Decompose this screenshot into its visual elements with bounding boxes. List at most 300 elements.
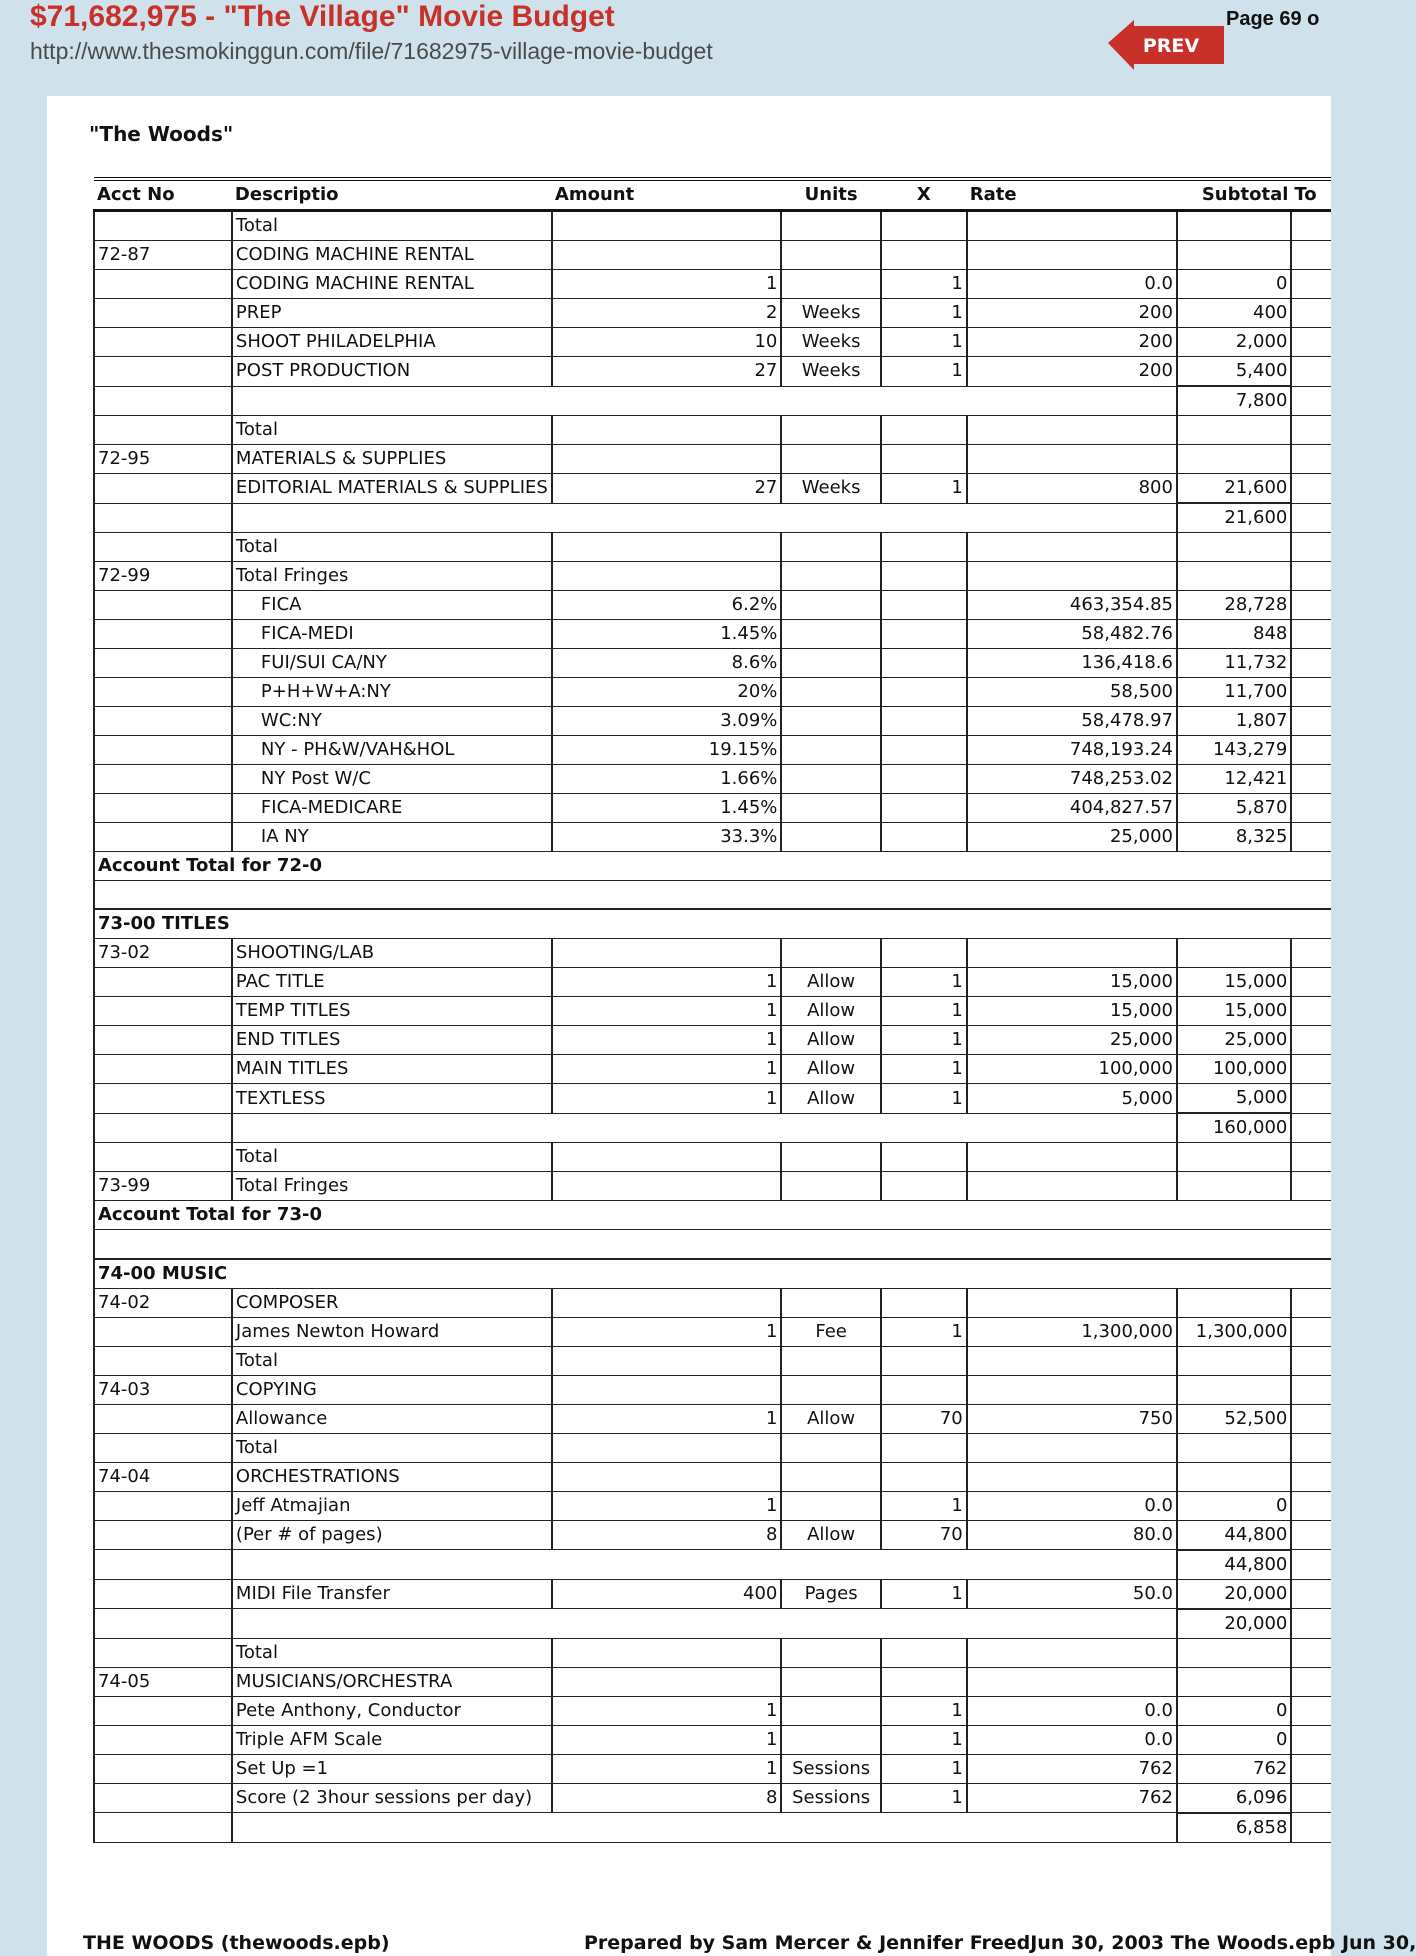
fringe-row: [94, 823, 1331, 852]
amount-cell: [552, 1667, 781, 1696]
rate-cell: [967, 1375, 1177, 1404]
subtotal-row: [94, 503, 1331, 533]
total-cell: [1291, 1026, 1331, 1055]
x-cell: 1: [881, 474, 967, 504]
rate-cell: 15,000: [967, 968, 1177, 997]
footer-filename: THE WOODS (thewoods.epb): [83, 1932, 390, 1954]
amount-cell: 19.15%: [552, 736, 781, 765]
table-row: [94, 1725, 1331, 1754]
amount-cell: [552, 1172, 781, 1201]
x-cell: [881, 416, 967, 445]
rate-cell: 200: [967, 357, 1177, 387]
acct-cell: [94, 1491, 232, 1520]
table-row: [94, 1288, 1331, 1317]
x-cell: [881, 1375, 967, 1404]
units-cell: [781, 765, 880, 794]
subtotal-cell: 0: [1177, 1696, 1291, 1725]
units-cell: Allow: [781, 1404, 880, 1433]
table-row: [94, 1084, 1331, 1114]
amount-cell: [552, 1638, 781, 1667]
total-cell: [1291, 1579, 1331, 1609]
rate-cell: 100,000: [967, 1055, 1177, 1084]
rate-cell: 1,300,000: [967, 1317, 1177, 1346]
x-cell: 1: [881, 328, 967, 357]
rate-cell: [967, 445, 1177, 474]
acct-cell: [94, 386, 232, 416]
total-cell: [1291, 1609, 1331, 1639]
subtotal-cell: [1177, 416, 1291, 445]
acct-cell: [94, 1638, 232, 1667]
document-name: "The Woods": [89, 122, 234, 146]
desc-cell: FICA: [232, 591, 552, 620]
units-cell: Weeks: [781, 299, 880, 328]
total-cell: [1291, 968, 1331, 997]
subtotal-cell: 15,000: [1177, 968, 1291, 997]
acct-cell: [94, 707, 232, 736]
acct-cell: [94, 997, 232, 1026]
desc-cell: Score (2 3hour sessions per day): [232, 1783, 552, 1813]
subtotal-cell: 11,700: [1177, 678, 1291, 707]
desc-cell: [232, 1550, 1177, 1580]
units-cell: [781, 678, 880, 707]
desc-cell: Total: [232, 1638, 552, 1667]
units-cell: [781, 794, 880, 823]
desc-cell: Total: [232, 533, 552, 562]
desc-cell: PAC TITLE: [232, 968, 552, 997]
total-cell: [1291, 270, 1331, 299]
acct-cell: [94, 1084, 232, 1114]
rate-cell: 762: [967, 1783, 1177, 1813]
table-row: [94, 1754, 1331, 1783]
acct-cell: 72-95: [94, 445, 232, 474]
x-cell: 1: [881, 299, 967, 328]
x-cell: 1: [881, 1783, 967, 1813]
col-acct-no: Acct No: [94, 179, 232, 211]
table-row: [94, 445, 1331, 474]
section-header-row: [94, 1259, 1331, 1289]
units-cell: [781, 1491, 880, 1520]
subtotal-cell: 15,000: [1177, 997, 1291, 1026]
acct-cell: 74-04: [94, 1462, 232, 1491]
units-cell: [781, 416, 880, 445]
acct-cell: [94, 1609, 232, 1639]
amount-cell: 6.2%: [552, 591, 781, 620]
col-rate: Rate: [967, 179, 1177, 211]
total-cell: [1291, 1433, 1331, 1462]
x-cell: 1: [881, 270, 967, 299]
acct-cell: [94, 474, 232, 504]
rate-cell: [967, 1667, 1177, 1696]
document-page: [47, 96, 1416, 1956]
subtotal-cell: [1177, 1375, 1291, 1404]
total-cell: [1291, 533, 1331, 562]
total-cell: [1291, 1084, 1331, 1114]
units-cell: [781, 533, 880, 562]
units-cell: [781, 1462, 880, 1491]
units-cell: [781, 1638, 880, 1667]
subtotal-cell: 12,421: [1177, 765, 1291, 794]
table-row: [94, 270, 1331, 299]
x-cell: [881, 823, 967, 852]
x-cell: 70: [881, 1404, 967, 1433]
x-cell: 1: [881, 1725, 967, 1754]
desc-cell: CODING MACHINE RENTAL: [232, 241, 552, 270]
subtotal-cell: [1177, 241, 1291, 270]
units-cell: [781, 1375, 880, 1404]
fringe-row: [94, 678, 1331, 707]
x-cell: [881, 1667, 967, 1696]
amount-cell: 27: [552, 474, 781, 504]
spacer-row: [94, 1230, 1331, 1259]
acct-cell: [94, 1725, 232, 1754]
rate-cell: 136,418.6: [967, 649, 1177, 678]
table-row: [94, 1783, 1331, 1813]
subtotal-cell: 21,600: [1177, 474, 1291, 504]
x-cell: 1: [881, 997, 967, 1026]
total-cell: [1291, 1375, 1331, 1404]
source-url[interactable]: http://www.thesmokinggun.com/file/71682975-village-movie-budget: [30, 38, 713, 64]
table-row: [94, 1143, 1331, 1172]
table-row: [94, 1026, 1331, 1055]
subtotal-cell: [1177, 211, 1291, 241]
page-indicator: Page 69 o: [1226, 8, 1320, 30]
desc-cell: MAIN TITLES: [232, 1055, 552, 1084]
units-cell: Allow: [781, 1084, 880, 1114]
rate-cell: 58,482.76: [967, 620, 1177, 649]
x-cell: 1: [881, 1579, 967, 1609]
rate-cell: [967, 1638, 1177, 1667]
acct-cell: [94, 299, 232, 328]
total-cell: [1291, 299, 1331, 328]
x-cell: 1: [881, 1491, 967, 1520]
acct-cell: [94, 1696, 232, 1725]
total-cell: [1291, 416, 1331, 445]
total-cell: [1291, 649, 1331, 678]
acct-cell: 74-02: [94, 1288, 232, 1317]
subtotal-cell: 5,870: [1177, 794, 1291, 823]
units-cell: [781, 1346, 880, 1375]
rate-cell: [967, 533, 1177, 562]
x-cell: 1: [881, 1084, 967, 1114]
acct-cell: [94, 1813, 232, 1843]
total-cell: [1291, 1813, 1331, 1843]
table-row: [94, 357, 1331, 387]
total-cell: [1291, 736, 1331, 765]
total-cell: [1291, 562, 1331, 591]
rate-cell: 0.0: [967, 1725, 1177, 1754]
units-cell: [781, 1696, 880, 1725]
table-row: [94, 299, 1331, 328]
desc-cell: NY Post W/C: [232, 765, 552, 794]
page-title: $71,682,975 - "The Village" Movie Budget: [30, 0, 615, 33]
acct-cell: [94, 503, 232, 533]
total-cell: [1291, 1754, 1331, 1783]
total-cell: [1291, 1550, 1331, 1580]
budget-table: [93, 177, 1331, 1843]
subtotal-cell: 28,728: [1177, 591, 1291, 620]
desc-cell: MIDI File Transfer: [232, 1579, 552, 1609]
acct-cell: [94, 1317, 232, 1346]
section-header-row: [94, 909, 1331, 939]
total-cell: [1291, 445, 1331, 474]
total-cell: [1291, 1783, 1331, 1813]
amount-cell: [552, 1375, 781, 1404]
desc-cell: Jeff Atmajian: [232, 1491, 552, 1520]
acct-cell: [94, 591, 232, 620]
amount-cell: [552, 1143, 781, 1172]
units-cell: Fee: [781, 1317, 880, 1346]
footer-prepared-by: Prepared by Sam Mercer & Jennifer FreedJun 30, 2003 The Woods.epb Jun 30,: [584, 1932, 1416, 1954]
x-cell: [881, 533, 967, 562]
table-header: [94, 179, 1331, 211]
x-cell: [881, 211, 967, 241]
x-cell: [881, 591, 967, 620]
x-cell: [881, 241, 967, 270]
total-cell: [1291, 1404, 1331, 1433]
desc-cell: POST PRODUCTION: [232, 357, 552, 387]
rate-cell: 750: [967, 1404, 1177, 1433]
acct-cell: 72-99: [94, 562, 232, 591]
total-cell: [1291, 241, 1331, 270]
total-cell: [1291, 1288, 1331, 1317]
units-cell: Allow: [781, 1055, 880, 1084]
x-cell: 1: [881, 968, 967, 997]
amount-cell: 33.3%: [552, 823, 781, 852]
account-total-row: [94, 1201, 1331, 1230]
desc-cell: COMPOSER: [232, 1288, 552, 1317]
table-row: [94, 1462, 1331, 1491]
amount-cell: 1: [552, 1725, 781, 1754]
table-row: [94, 1520, 1331, 1550]
desc-cell: END TITLES: [232, 1026, 552, 1055]
subtotal-row: [94, 1609, 1331, 1639]
amount-cell: 1: [552, 1491, 781, 1520]
amount-cell: 1: [552, 1696, 781, 1725]
total-cell: [1291, 794, 1331, 823]
total-cell: [1291, 1346, 1331, 1375]
units-cell: [781, 1143, 880, 1172]
acct-cell: [94, 1404, 232, 1433]
amount-cell: [552, 1433, 781, 1462]
units-cell: [781, 1288, 880, 1317]
rate-cell: [967, 211, 1177, 241]
subtotal-cell: 0: [1177, 1491, 1291, 1520]
total-cell: [1291, 1055, 1331, 1084]
desc-cell: FICA-MEDI: [232, 620, 552, 649]
total-cell: [1291, 765, 1331, 794]
x-cell: [881, 1346, 967, 1375]
amount-cell: [552, 241, 781, 270]
subtotal-cell: 100,000: [1177, 1055, 1291, 1084]
table-row: [94, 533, 1331, 562]
total-cell: [1291, 678, 1331, 707]
table-row: [94, 1375, 1331, 1404]
rate-cell: [967, 1288, 1177, 1317]
table-row: [94, 211, 1331, 241]
desc-cell: Total: [232, 1433, 552, 1462]
amount-cell: 1: [552, 997, 781, 1026]
desc-cell: P+H+W+A:NY: [232, 678, 552, 707]
units-cell: [781, 649, 880, 678]
table-row: [94, 997, 1331, 1026]
acct-cell: [94, 1754, 232, 1783]
units-cell: Pages: [781, 1579, 880, 1609]
total-cell: [1291, 1143, 1331, 1172]
total-cell: [1291, 211, 1331, 241]
desc-cell: Total Fringes: [232, 562, 552, 591]
table-row: [94, 1579, 1331, 1609]
subtotal-cell: 44,800: [1177, 1550, 1291, 1580]
desc-cell: Total Fringes: [232, 1172, 552, 1201]
units-cell: [781, 1433, 880, 1462]
units-cell: Sessions: [781, 1754, 880, 1783]
total-cell: [1291, 1113, 1331, 1143]
amount-cell: 8: [552, 1520, 781, 1550]
acct-cell: [94, 1433, 232, 1462]
table-row: [94, 1055, 1331, 1084]
acct-cell: [94, 1579, 232, 1609]
desc-cell: FICA-MEDICARE: [232, 794, 552, 823]
rate-cell: [967, 562, 1177, 591]
desc-cell: Pete Anthony, Conductor: [232, 1696, 552, 1725]
prev-arrow-icon: [1108, 20, 1224, 70]
desc-cell: TEXTLESS: [232, 1084, 552, 1114]
table-row: [94, 1491, 1331, 1520]
subtotal-row: [94, 386, 1331, 416]
acct-cell: [94, 270, 232, 299]
section-label: 73-00 TITLES: [94, 909, 1331, 939]
desc-cell: MATERIALS & SUPPLIES: [232, 445, 552, 474]
col-amount: Amount: [552, 179, 781, 211]
rate-cell: 50.0: [967, 1579, 1177, 1609]
x-cell: 1: [881, 1055, 967, 1084]
amount-cell: 1.45%: [552, 794, 781, 823]
acct-cell: [94, 968, 232, 997]
units-cell: [781, 445, 880, 474]
subtotal-cell: 11,732: [1177, 649, 1291, 678]
table-row: [94, 1346, 1331, 1375]
subtotal-cell: 20,000: [1177, 1579, 1291, 1609]
desc-cell: [232, 1609, 1177, 1639]
table-row: [94, 1696, 1331, 1725]
total-cell: [1291, 620, 1331, 649]
x-cell: 1: [881, 1754, 967, 1783]
subtotal-cell: 848: [1177, 620, 1291, 649]
total-cell: [1291, 1172, 1331, 1201]
desc-cell: IA NY: [232, 823, 552, 852]
x-cell: [881, 707, 967, 736]
rate-cell: 80.0: [967, 1520, 1177, 1550]
amount-cell: 8: [552, 1783, 781, 1813]
units-cell: Weeks: [781, 328, 880, 357]
amount-cell: [552, 939, 781, 968]
subtotal-row: [94, 1550, 1331, 1580]
units-cell: [781, 241, 880, 270]
x-cell: [881, 1288, 967, 1317]
desc-cell: EDITORIAL MATERIALS & SUPPLIES: [232, 474, 552, 504]
acct-cell: [94, 1520, 232, 1550]
subtotal-cell: [1177, 1288, 1291, 1317]
subtotal-cell: 5,000: [1177, 1084, 1291, 1114]
acct-cell: [94, 620, 232, 649]
units-cell: [781, 211, 880, 241]
amount-cell: 1: [552, 1026, 781, 1055]
prev-button[interactable]: [1108, 20, 1224, 70]
acct-cell: 73-99: [94, 1172, 232, 1201]
acct-cell: [94, 357, 232, 387]
subtotal-cell: 2,000: [1177, 328, 1291, 357]
total-cell: [1291, 328, 1331, 357]
amount-cell: 10: [552, 328, 781, 357]
units-cell: [781, 823, 880, 852]
account-total-label: Account Total for 73-0: [94, 1201, 1331, 1230]
total-cell: [1291, 707, 1331, 736]
rate-cell: [967, 1346, 1177, 1375]
subtotal-cell: [1177, 1172, 1291, 1201]
units-cell: [781, 736, 880, 765]
rate-cell: [967, 1143, 1177, 1172]
desc-cell: Total: [232, 416, 552, 445]
col-total: To: [1291, 179, 1331, 211]
units-cell: [781, 620, 880, 649]
acct-cell: [94, 211, 232, 241]
subtotal-cell: 1,807: [1177, 707, 1291, 736]
total-cell: [1291, 1638, 1331, 1667]
units-cell: [781, 270, 880, 299]
acct-cell: [94, 1783, 232, 1813]
fringe-row: [94, 649, 1331, 678]
desc-cell: [232, 503, 1177, 533]
total-cell: [1291, 1520, 1331, 1550]
x-cell: [881, 445, 967, 474]
rate-cell: [967, 416, 1177, 445]
rate-cell: 762: [967, 1754, 1177, 1783]
amount-cell: 1.66%: [552, 765, 781, 794]
total-cell: [1291, 1462, 1331, 1491]
x-cell: [881, 649, 967, 678]
units-cell: Weeks: [781, 474, 880, 504]
rate-cell: 25,000: [967, 1026, 1177, 1055]
amount-cell: [552, 211, 781, 241]
rate-cell: 58,478.97: [967, 707, 1177, 736]
x-cell: [881, 1143, 967, 1172]
acct-cell: 72-87: [94, 241, 232, 270]
subtotal-cell: 0: [1177, 270, 1291, 299]
x-cell: 70: [881, 1520, 967, 1550]
table-row: [94, 241, 1331, 270]
desc-cell: WC:NY: [232, 707, 552, 736]
total-cell: [1291, 503, 1331, 533]
rate-cell: [967, 1172, 1177, 1201]
units-cell: Allow: [781, 1026, 880, 1055]
subtotal-cell: 143,279: [1177, 736, 1291, 765]
acct-cell: [94, 823, 232, 852]
rate-cell: 463,354.85: [967, 591, 1177, 620]
x-cell: [881, 678, 967, 707]
units-cell: Weeks: [781, 357, 880, 387]
x-cell: 1: [881, 1696, 967, 1725]
rate-cell: [967, 1462, 1177, 1491]
col-subtotal: Subtotal: [1177, 179, 1291, 211]
desc-cell: Total: [232, 1346, 552, 1375]
rate-cell: 800: [967, 474, 1177, 504]
subtotal-cell: 6,096: [1177, 1783, 1291, 1813]
total-cell: [1291, 474, 1331, 504]
x-cell: [881, 620, 967, 649]
subtotal-cell: [1177, 1143, 1291, 1172]
desc-cell: ORCHESTRATIONS: [232, 1462, 552, 1491]
total-cell: [1291, 357, 1331, 387]
